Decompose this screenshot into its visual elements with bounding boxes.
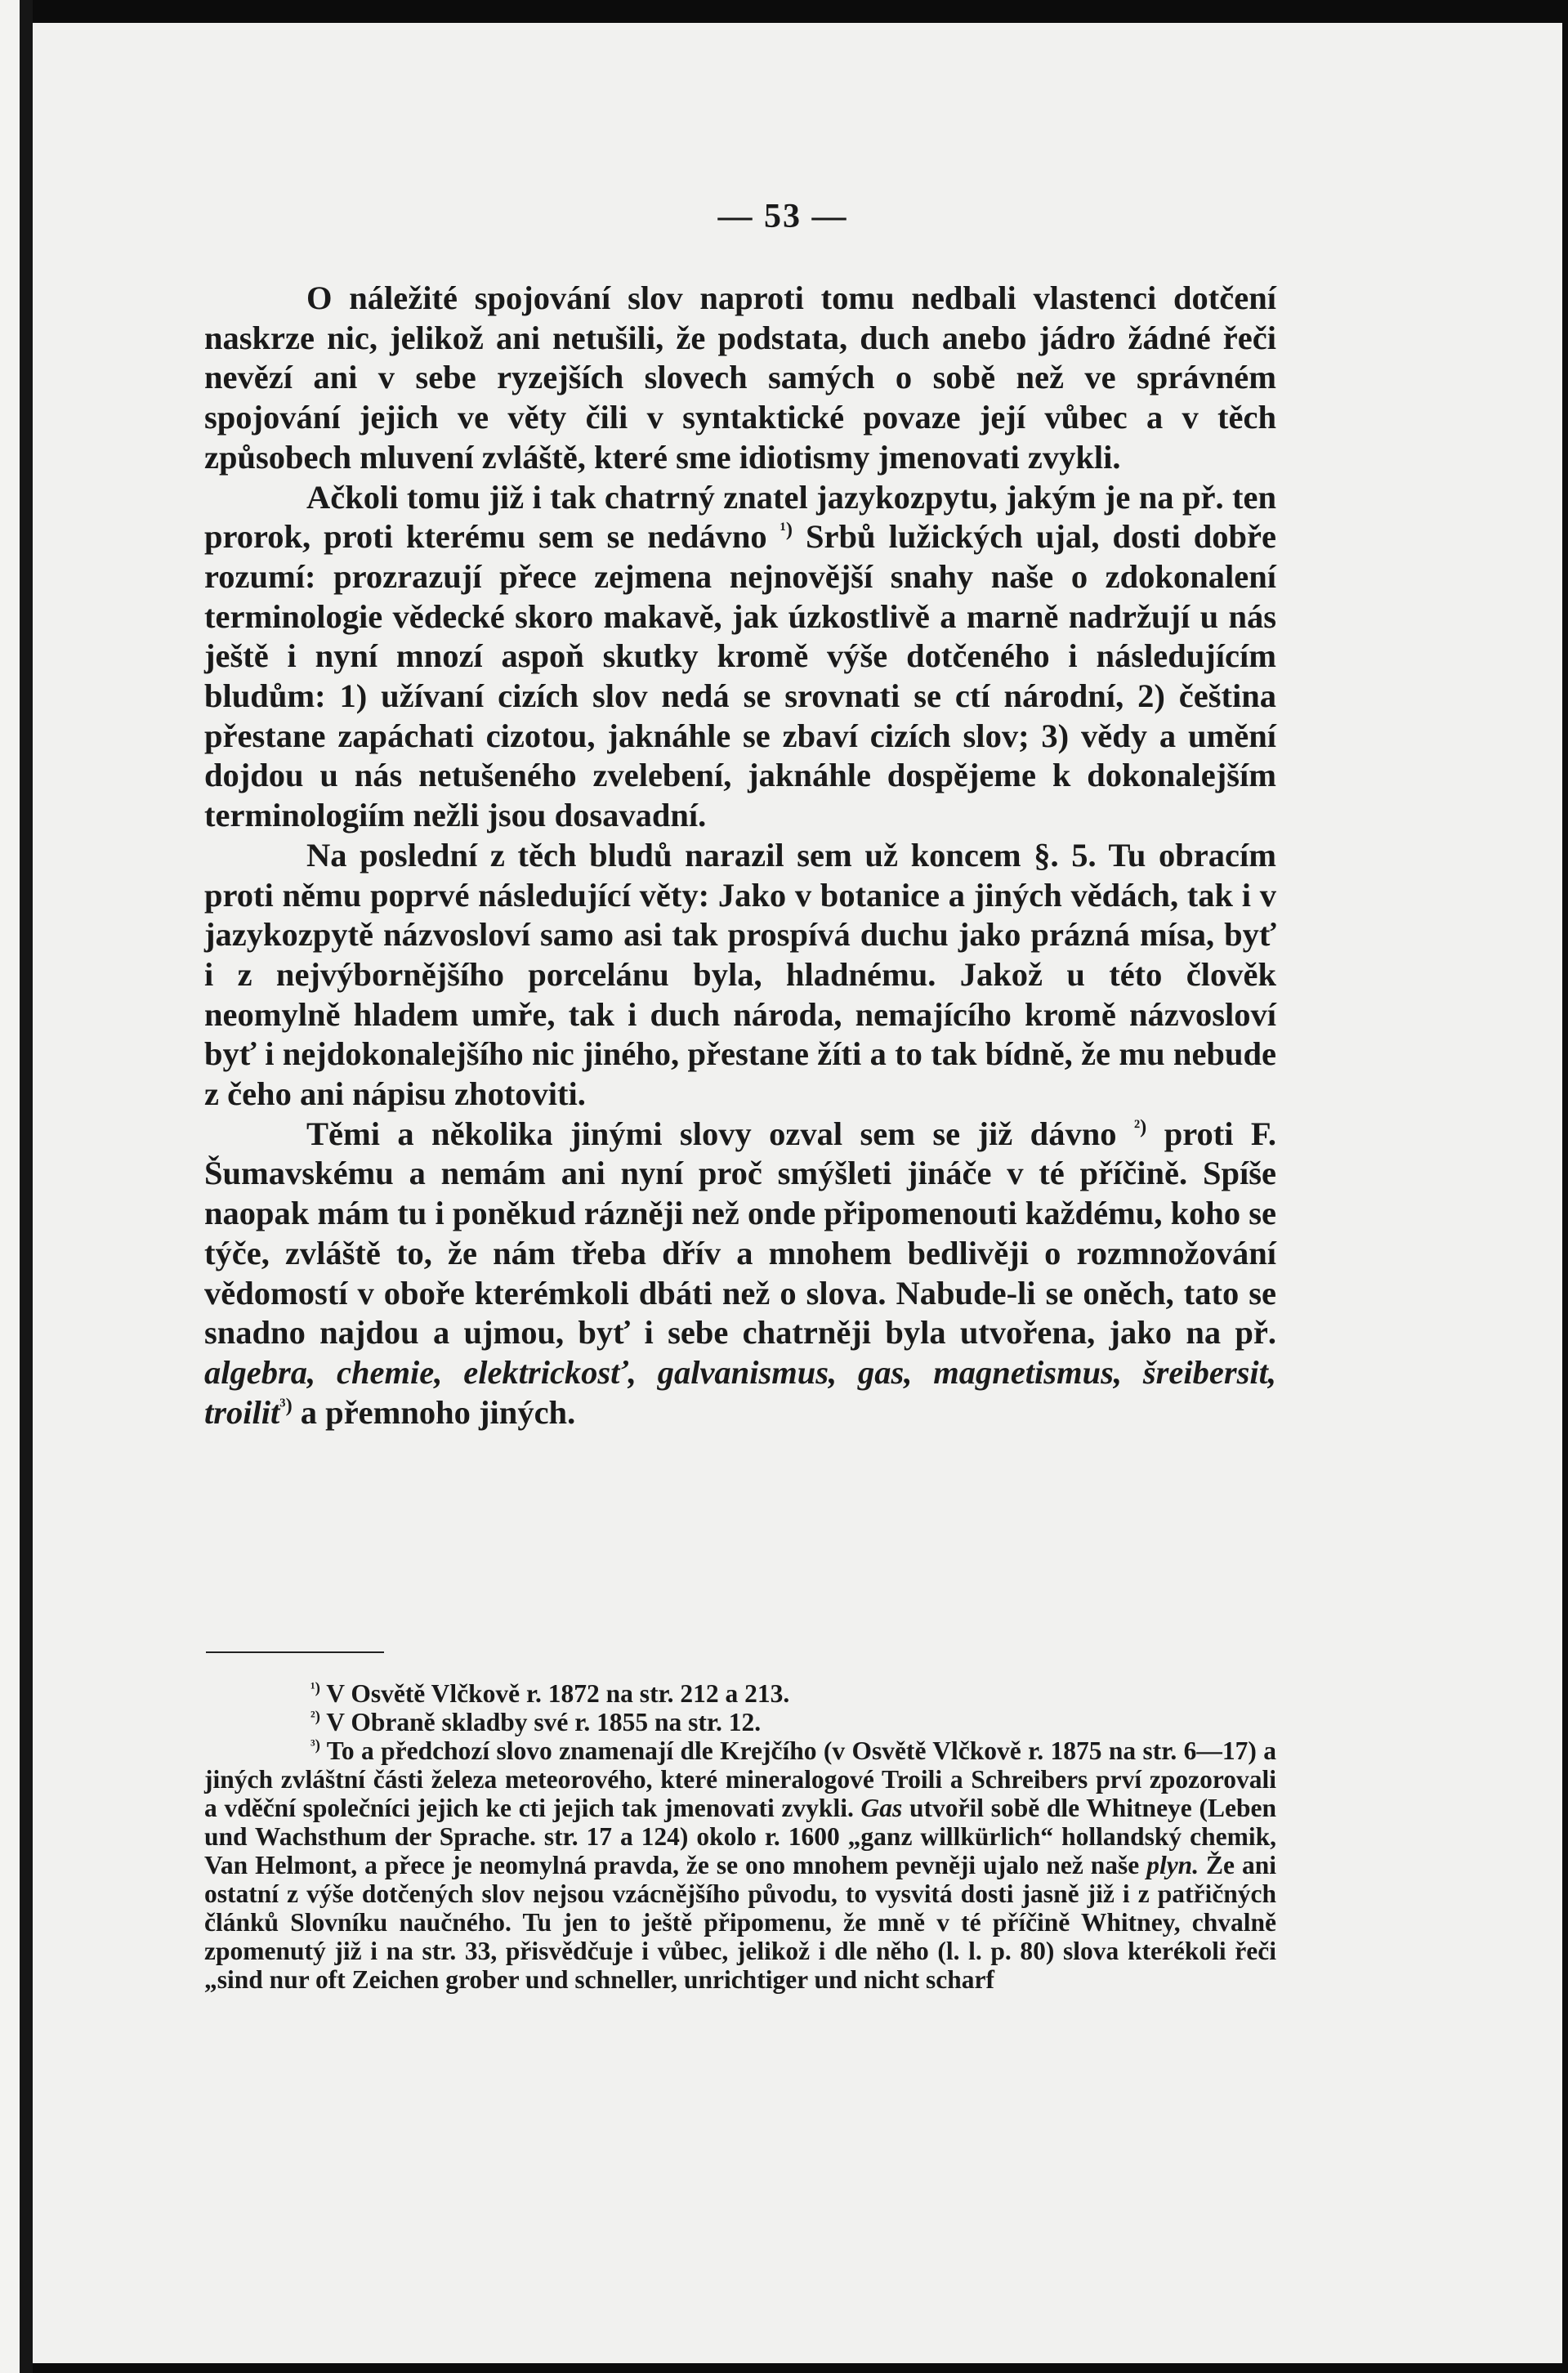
paragraph-text: O náležité spojování slov naproti tomu nedbali vlastenci dotčení naskrze nic, jelikož ani netušili, že podstata, duch anebo jádro žádné řeči nevězí ani v sebe ryzejších slovech samých o sobě než ve správném spojování jejich ve věty čili v syntaktické povaze její vůbec a v těch způsobech mluvení zvláště, které sme idiotismy jmenovati zvykli. xyxy=(204,279,1276,476)
paragraph-text: Těmi a několika jinými slovy ozval sem se již dávno xyxy=(306,1115,1134,1152)
footnotes xyxy=(204,1679,1276,1994)
footnote-text: Že ani ostatní z výše dotčených slov nejsou vzácnějšího původu, to vysvitá dosti jasně již i z patřičných článků Slovníku naučného. Tu jen to ještě připomenu, že mně v té příčině Whitney, chvalně zpomenutý již i na str. 33, přisvědčuje i vůbec, jelikož i dle něho (l. l. p. 80) slova kterékoli řeči „sind nur oft Zeichen grober und schneller, unrichtiger und nicht scharf xyxy=(204,1851,1276,1994)
paragraph-text: a přemnoho jiných. xyxy=(292,1393,576,1431)
footnote xyxy=(204,1679,1276,1708)
scan-gutter-shadow xyxy=(20,0,33,2373)
footnote-text: V Obraně skladby své r. 1855 na str. 12. xyxy=(319,1708,762,1736)
main-text xyxy=(204,279,1276,1432)
italic-word: plyn. xyxy=(1146,1851,1199,1879)
footnote-ref: ²) xyxy=(1133,1115,1147,1138)
italic-terms: algebra, chemie, elektrickosť, galvanismus, gas, magnetismus, šreibersit, troilit xyxy=(204,1353,1276,1431)
footnote xyxy=(204,1736,1276,1994)
footnote-ref: ¹) xyxy=(780,518,793,541)
paragraph-text: Ačkoli tomu již i tak chatrný znatel jazykozpytu, jakým je na př. ten prorok, proti kterému sem se nedávno xyxy=(204,478,1276,556)
paragraph xyxy=(204,478,1276,836)
paragraph-text: proti F. Šumavskému a nemám ani nyní proč smýšleti jináče v té příčině. Spíše naopak mám tu i poněkud rázněji než onde připomenouti každému, koho se týče, zvláště to, že nám třeba dřív a mnohem bedlivěji o rozmnožování vědomostí v oboře kterémkoli dbáti než o slova. Nabude-li se oněch, tato se snadno najdou a ujmou, byť i sebe chatrněji byla utvořena, jako na př. xyxy=(204,1115,1277,1352)
footnote-text: To a předchozí slovo znamenají dle Krejčího (v Osvětě Vlčkově r. 1875 na str. 6—17) a jiných zvláštní části železa meteorového, které mineralogové Troili a Schreibers prví zpozorovali a vděční společníci jejich ke cti jejich tak jmenovati zvykli. xyxy=(204,1736,1276,1822)
footnote-mark: ²) xyxy=(310,1708,320,1726)
footnote xyxy=(204,1708,1276,1736)
paragraph xyxy=(204,1115,1276,1433)
paragraph xyxy=(204,836,1276,1115)
footnote-ref: ³) xyxy=(279,1394,293,1417)
footnote-mark: ¹) xyxy=(310,1679,320,1697)
italic-word: Gas xyxy=(860,1794,903,1822)
paragraph-text: Na poslední z těch bludů narazil sem už koncem §. 5. Tu obracím proti němu poprvé následující věty: Jako v botanice a jiných vědách, tak i v jazykozpytě názvosloví samo asi tak prospívá duchu jako prázná mísa, byť i z nejvýbornějšího porcelánu byla, hladnému. Jakož u této člověk neomylně hladem umře, tak i duch národa, nemajícího kromě názvosloví byť i nejdokonalejšího nic jiného, přestane žíti a to tak bídně, že mu nebude z čeho ani nápisu zhotoviti. xyxy=(204,836,1276,1113)
footnote-mark: ³) xyxy=(310,1736,320,1754)
footnote-divider xyxy=(206,1651,384,1653)
paragraph-text: Srbů lužických ujal, dosti dobře rozumí: prozrazují přece zejmena nejnovější snahy naše o zdokonalení terminologie vědecké skoro makavě, jak úzkostlivě a marně nadržují u nás ještě i nyní mnozí aspoň skutky kromě výše dotčeného i následujícím bludům: 1) užívaní cizích slov nedá se srovnati se ctí národní, 2) čeština přestane zapáchati cizotou, jaknáhle se zbaví cizích slov; 3) vědy a umění dojdou u nás netušeného zvelebení, jaknáhle dospějeme k dokonalejším terminologiím nežli jsou dosavadní. xyxy=(204,518,1276,834)
footnote-text: V Osvětě Vlčkově r. 1872 na str. 212 a 213. xyxy=(319,1679,790,1708)
footnote-text: utvořil sobě dle Whitneye (Leben und Wachsthum der Sprache. str. 17 a 124) okolo r. 1600 „ganz willkürlich“ hollandský chemik, Van Helmont, a přece je neomylná pravda, že se ono mnohem pevněji ujalo než naše xyxy=(204,1794,1276,1879)
scan-margin-left xyxy=(0,0,20,2373)
paragraph xyxy=(204,279,1276,478)
book-page xyxy=(33,23,1562,2363)
page-number: — 53 — xyxy=(717,198,848,235)
